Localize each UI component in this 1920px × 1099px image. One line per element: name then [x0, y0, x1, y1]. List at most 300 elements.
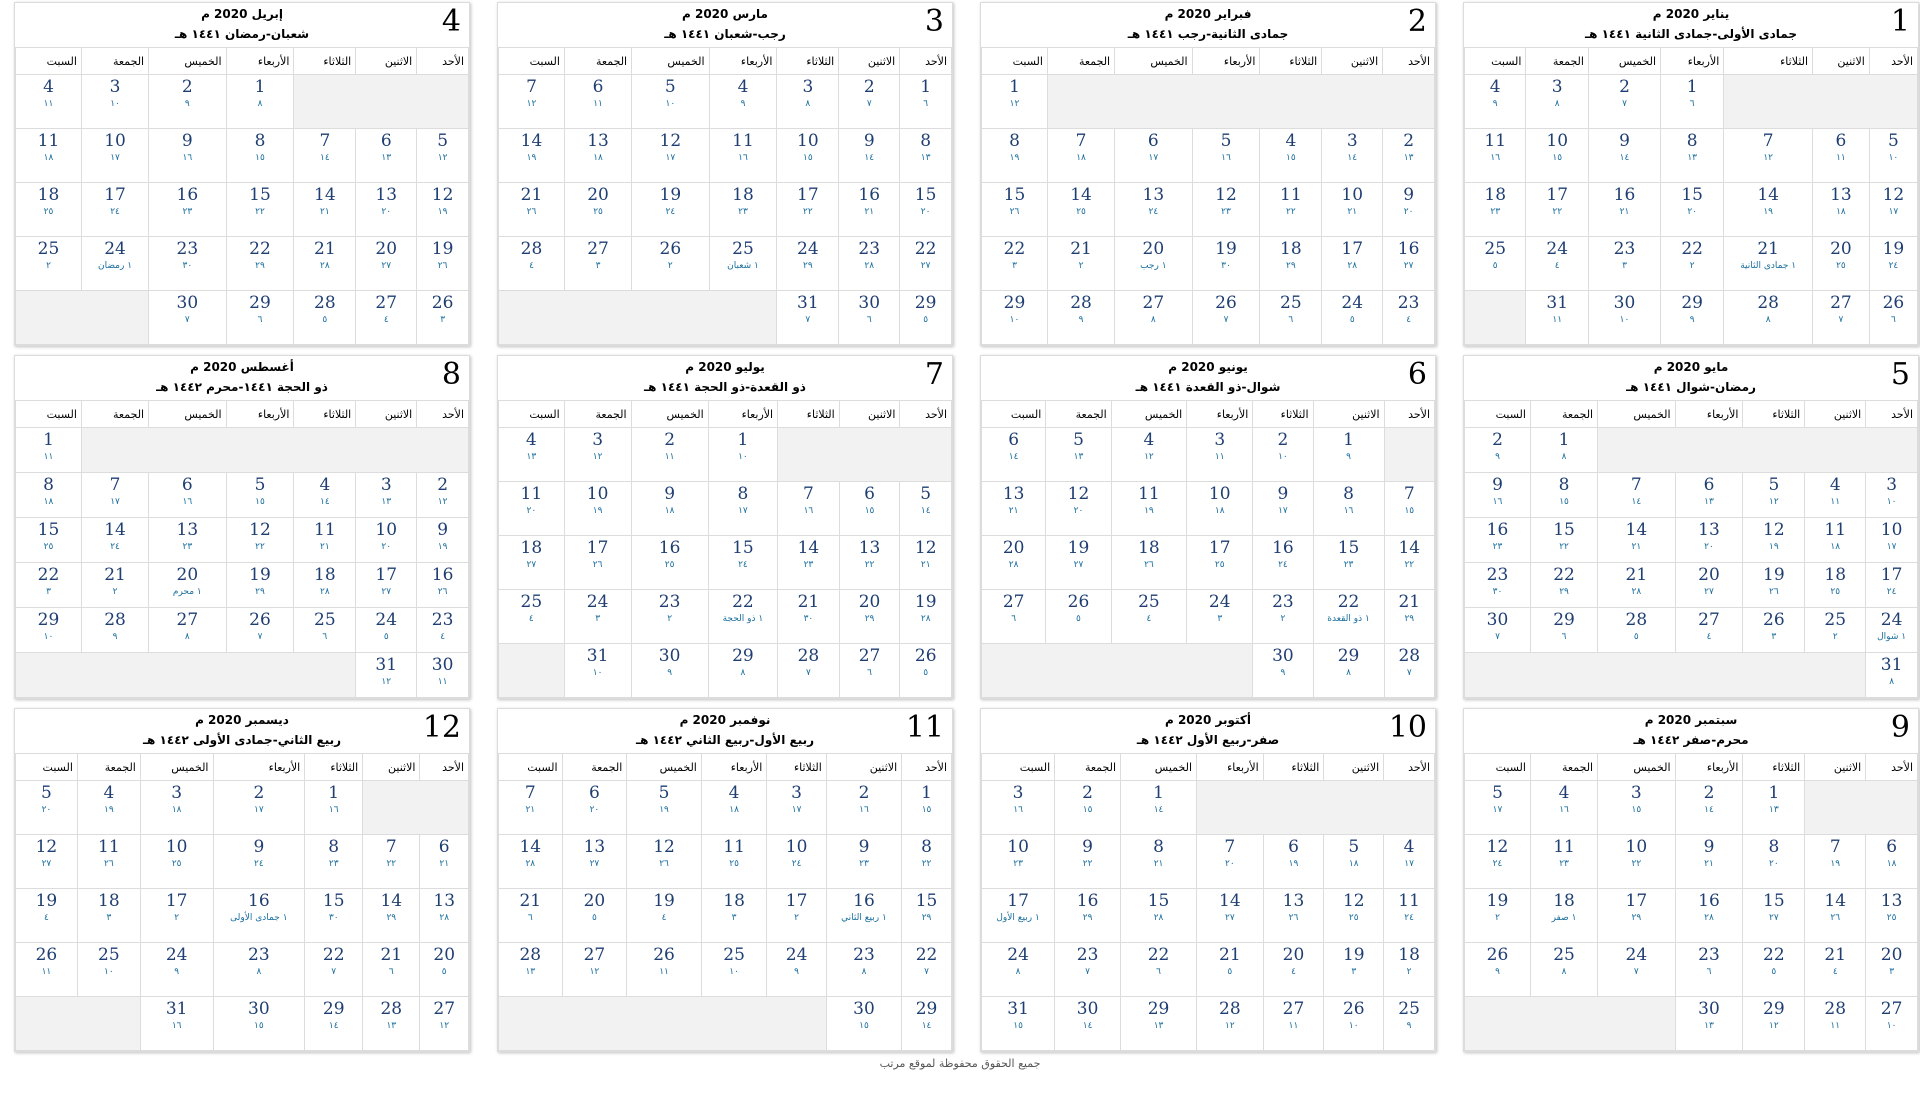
- day-cell[interactable]: [1324, 943, 1384, 997]
- day-cell[interactable]: [982, 889, 1055, 943]
- day-cell[interactable]: [499, 590, 565, 644]
- day-cell[interactable]: [1465, 183, 1526, 237]
- day-cell[interactable]: [499, 237, 565, 291]
- day-cell[interactable]: [631, 536, 708, 590]
- day-cell[interactable]: [16, 473, 82, 518]
- day-cell[interactable]: [627, 943, 702, 997]
- day-cell[interactable]: [839, 291, 900, 345]
- day-cell[interactable]: [709, 183, 777, 237]
- day-cell[interactable]: [1530, 563, 1597, 608]
- day-cell[interactable]: [1724, 237, 1813, 291]
- day-cell[interactable]: [826, 835, 901, 889]
- day-cell[interactable]: [709, 75, 777, 129]
- day-cell[interactable]: [499, 536, 565, 590]
- day-cell[interactable]: [149, 183, 226, 237]
- day-cell[interactable]: [839, 482, 900, 536]
- day-cell[interactable]: [16, 183, 82, 237]
- day-cell[interactable]: [1260, 183, 1322, 237]
- day-cell[interactable]: [226, 237, 294, 291]
- day-cell[interactable]: [1384, 482, 1434, 536]
- day-cell[interactable]: [1805, 997, 1866, 1051]
- day-cell[interactable]: [226, 183, 294, 237]
- day-cell[interactable]: [1805, 608, 1866, 653]
- day-cell[interactable]: [902, 835, 952, 889]
- day-cell[interactable]: [1813, 183, 1870, 237]
- day-cell[interactable]: [420, 835, 469, 889]
- day-cell[interactable]: [81, 518, 148, 563]
- day-cell[interactable]: [1055, 781, 1121, 835]
- day-cell[interactable]: [1805, 943, 1866, 997]
- day-cell[interactable]: [1111, 428, 1186, 482]
- day-cell[interactable]: [709, 129, 777, 183]
- day-cell[interactable]: [420, 943, 469, 997]
- day-cell[interactable]: [1384, 536, 1434, 590]
- day-cell[interactable]: [1465, 889, 1531, 943]
- day-cell[interactable]: [294, 608, 356, 653]
- day-cell[interactable]: [1866, 473, 1918, 518]
- day-cell[interactable]: [1530, 835, 1597, 889]
- day-cell[interactable]: [356, 129, 417, 183]
- day-cell[interactable]: [305, 781, 363, 835]
- day-cell[interactable]: [564, 590, 631, 644]
- day-cell[interactable]: [826, 943, 901, 997]
- day-cell[interactable]: [16, 835, 78, 889]
- day-cell[interactable]: [1197, 835, 1264, 889]
- day-cell[interactable]: [1047, 237, 1114, 291]
- day-cell[interactable]: [1598, 781, 1675, 835]
- day-cell[interactable]: [1384, 835, 1435, 889]
- day-cell[interactable]: [564, 237, 631, 291]
- day-cell[interactable]: [1661, 237, 1724, 291]
- day-cell[interactable]: [16, 518, 82, 563]
- day-cell[interactable]: [149, 608, 226, 653]
- day-cell[interactable]: [708, 644, 777, 698]
- day-cell[interactable]: [213, 943, 305, 997]
- day-cell[interactable]: [701, 835, 766, 889]
- day-cell[interactable]: [902, 781, 952, 835]
- day-cell[interactable]: [294, 563, 356, 608]
- day-cell[interactable]: [826, 781, 901, 835]
- day-cell[interactable]: [632, 75, 709, 129]
- day-cell[interactable]: [1313, 644, 1384, 698]
- day-cell[interactable]: [1675, 889, 1743, 943]
- day-cell[interactable]: [631, 428, 708, 482]
- day-cell[interactable]: [140, 943, 213, 997]
- day-cell[interactable]: [1866, 835, 1918, 889]
- day-cell[interactable]: [826, 997, 901, 1051]
- day-cell[interactable]: [1724, 291, 1813, 345]
- day-cell[interactable]: [1465, 608, 1531, 653]
- day-cell[interactable]: [1253, 482, 1313, 536]
- day-cell[interactable]: [1324, 835, 1384, 889]
- day-cell[interactable]: [1047, 291, 1114, 345]
- day-cell[interactable]: [564, 75, 631, 129]
- day-cell[interactable]: [900, 482, 952, 536]
- day-cell[interactable]: [900, 237, 952, 291]
- day-cell[interactable]: [1313, 590, 1384, 644]
- day-cell[interactable]: [982, 482, 1046, 536]
- day-cell[interactable]: [149, 237, 226, 291]
- day-cell[interactable]: [305, 889, 363, 943]
- day-cell[interactable]: [1588, 237, 1660, 291]
- day-cell[interactable]: [77, 835, 140, 889]
- day-cell[interactable]: [982, 129, 1048, 183]
- day-cell[interactable]: [1598, 889, 1675, 943]
- day-cell[interactable]: [149, 291, 226, 345]
- day-cell[interactable]: [16, 237, 82, 291]
- day-cell[interactable]: [1111, 482, 1186, 536]
- day-cell[interactable]: [1866, 943, 1918, 997]
- day-cell[interactable]: [1384, 997, 1435, 1051]
- day-cell[interactable]: [900, 644, 952, 698]
- day-cell[interactable]: [356, 291, 417, 345]
- day-cell[interactable]: [499, 428, 565, 482]
- day-cell[interactable]: [1675, 518, 1743, 563]
- day-cell[interactable]: [294, 518, 356, 563]
- day-cell[interactable]: [900, 183, 952, 237]
- day-cell[interactable]: [1055, 889, 1121, 943]
- day-cell[interactable]: [1047, 183, 1114, 237]
- day-cell[interactable]: [81, 183, 148, 237]
- day-cell[interactable]: [1313, 482, 1384, 536]
- day-cell[interactable]: [777, 237, 839, 291]
- day-cell[interactable]: [140, 997, 213, 1051]
- day-cell[interactable]: [902, 889, 952, 943]
- day-cell[interactable]: [1805, 889, 1866, 943]
- day-cell[interactable]: [294, 291, 356, 345]
- day-cell[interactable]: [982, 590, 1046, 644]
- day-cell[interactable]: [632, 183, 709, 237]
- day-cell[interactable]: [1526, 291, 1589, 345]
- day-cell[interactable]: [1383, 129, 1435, 183]
- day-cell[interactable]: [1526, 183, 1589, 237]
- day-cell[interactable]: [1530, 608, 1597, 653]
- day-cell[interactable]: [1813, 129, 1870, 183]
- day-cell[interactable]: [499, 75, 565, 129]
- day-cell[interactable]: [1187, 590, 1253, 644]
- day-cell[interactable]: [708, 482, 777, 536]
- day-cell[interactable]: [1805, 835, 1866, 889]
- day-cell[interactable]: [1866, 997, 1918, 1051]
- day-cell[interactable]: [1588, 183, 1660, 237]
- day-cell[interactable]: [1046, 482, 1111, 536]
- day-cell[interactable]: [982, 237, 1048, 291]
- day-cell[interactable]: [1869, 237, 1917, 291]
- day-cell[interactable]: [778, 644, 840, 698]
- day-cell[interactable]: [1465, 237, 1526, 291]
- day-cell[interactable]: [982, 781, 1055, 835]
- day-cell[interactable]: [1743, 997, 1805, 1051]
- day-cell[interactable]: [826, 889, 901, 943]
- day-cell[interactable]: [1526, 129, 1589, 183]
- day-cell[interactable]: [1598, 835, 1675, 889]
- day-cell[interactable]: [420, 997, 469, 1051]
- day-cell[interactable]: [363, 997, 420, 1051]
- day-cell[interactable]: [1192, 237, 1260, 291]
- day-cell[interactable]: [1675, 943, 1743, 997]
- day-cell[interactable]: [1121, 889, 1197, 943]
- day-cell[interactable]: [363, 943, 420, 997]
- day-cell[interactable]: [709, 237, 777, 291]
- day-cell[interactable]: [1465, 473, 1531, 518]
- day-cell[interactable]: [305, 835, 363, 889]
- day-cell[interactable]: [1866, 518, 1918, 563]
- day-cell[interactable]: [1526, 75, 1589, 129]
- day-cell[interactable]: [1675, 473, 1743, 518]
- day-cell[interactable]: [1743, 889, 1805, 943]
- day-cell[interactable]: [1465, 129, 1526, 183]
- day-cell[interactable]: [1743, 518, 1805, 563]
- day-cell[interactable]: [701, 943, 766, 997]
- day-cell[interactable]: [1743, 563, 1805, 608]
- day-cell[interactable]: [1743, 943, 1805, 997]
- day-cell[interactable]: [1866, 653, 1918, 698]
- day-cell[interactable]: [1115, 237, 1192, 291]
- day-cell[interactable]: [1675, 781, 1743, 835]
- day-cell[interactable]: [16, 129, 82, 183]
- day-cell[interactable]: [1192, 183, 1260, 237]
- day-cell[interactable]: [1263, 835, 1324, 889]
- day-cell[interactable]: [499, 482, 565, 536]
- day-cell[interactable]: [356, 183, 417, 237]
- day-cell[interactable]: [982, 536, 1046, 590]
- day-cell[interactable]: [16, 563, 82, 608]
- day-cell[interactable]: [1869, 291, 1917, 345]
- day-cell[interactable]: [16, 75, 82, 129]
- day-cell[interactable]: [1324, 889, 1384, 943]
- day-cell[interactable]: [356, 473, 417, 518]
- day-cell[interactable]: [701, 781, 766, 835]
- day-cell[interactable]: [1530, 518, 1597, 563]
- day-cell[interactable]: [564, 644, 631, 698]
- day-cell[interactable]: [1384, 889, 1435, 943]
- day-cell[interactable]: [778, 482, 840, 536]
- day-cell[interactable]: [839, 590, 900, 644]
- day-cell[interactable]: [631, 644, 708, 698]
- day-cell[interactable]: [77, 943, 140, 997]
- day-cell[interactable]: [902, 997, 952, 1051]
- day-cell[interactable]: [1046, 536, 1111, 590]
- day-cell[interactable]: [708, 428, 777, 482]
- day-cell[interactable]: [1046, 590, 1111, 644]
- day-cell[interactable]: [1197, 943, 1264, 997]
- day-cell[interactable]: [1866, 563, 1918, 608]
- day-cell[interactable]: [226, 518, 294, 563]
- day-cell[interactable]: [149, 563, 226, 608]
- day-cell[interactable]: [77, 781, 140, 835]
- day-cell[interactable]: [417, 129, 469, 183]
- day-cell[interactable]: [982, 835, 1055, 889]
- day-cell[interactable]: [1588, 129, 1660, 183]
- day-cell[interactable]: [1813, 237, 1870, 291]
- day-cell[interactable]: [16, 428, 82, 473]
- day-cell[interactable]: [1465, 75, 1526, 129]
- day-cell[interactable]: [900, 590, 952, 644]
- day-cell[interactable]: [1465, 943, 1531, 997]
- day-cell[interactable]: [1260, 129, 1322, 183]
- day-cell[interactable]: [982, 428, 1046, 482]
- day-cell[interactable]: [81, 608, 148, 653]
- day-cell[interactable]: [1384, 644, 1434, 698]
- day-cell[interactable]: [1115, 291, 1192, 345]
- day-cell[interactable]: [1263, 997, 1324, 1051]
- day-cell[interactable]: [213, 997, 305, 1051]
- day-cell[interactable]: [1047, 129, 1114, 183]
- day-cell[interactable]: [902, 943, 952, 997]
- day-cell[interactable]: [1661, 75, 1724, 129]
- day-cell[interactable]: [1598, 473, 1675, 518]
- day-cell[interactable]: [213, 889, 305, 943]
- day-cell[interactable]: [562, 943, 627, 997]
- day-cell[interactable]: [767, 889, 827, 943]
- day-cell[interactable]: [1805, 473, 1866, 518]
- day-cell[interactable]: [767, 943, 827, 997]
- day-cell[interactable]: [1743, 781, 1805, 835]
- day-cell[interactable]: [1805, 563, 1866, 608]
- day-cell[interactable]: [982, 183, 1048, 237]
- day-cell[interactable]: [1263, 943, 1324, 997]
- day-cell[interactable]: [356, 237, 417, 291]
- day-cell[interactable]: [499, 183, 565, 237]
- day-cell[interactable]: [1111, 590, 1186, 644]
- day-cell[interactable]: [982, 997, 1055, 1051]
- day-cell[interactable]: [631, 482, 708, 536]
- day-cell[interactable]: [1383, 183, 1435, 237]
- day-cell[interactable]: [778, 536, 840, 590]
- day-cell[interactable]: [499, 129, 565, 183]
- day-cell[interactable]: [305, 997, 363, 1051]
- day-cell[interactable]: [982, 943, 1055, 997]
- day-cell[interactable]: [1187, 482, 1253, 536]
- day-cell[interactable]: [417, 653, 469, 698]
- day-cell[interactable]: [140, 889, 213, 943]
- day-cell[interactable]: [627, 889, 702, 943]
- day-cell[interactable]: [839, 237, 900, 291]
- day-cell[interactable]: [16, 781, 78, 835]
- day-cell[interactable]: [564, 183, 631, 237]
- day-cell[interactable]: [417, 237, 469, 291]
- day-cell[interactable]: [767, 781, 827, 835]
- day-cell[interactable]: [627, 781, 702, 835]
- day-cell[interactable]: [627, 835, 702, 889]
- day-cell[interactable]: [417, 518, 469, 563]
- day-cell[interactable]: [1598, 608, 1675, 653]
- day-cell[interactable]: [564, 428, 631, 482]
- day-cell[interactable]: [356, 653, 417, 698]
- day-cell[interactable]: [1253, 590, 1313, 644]
- day-cell[interactable]: [77, 889, 140, 943]
- day-cell[interactable]: [1866, 608, 1918, 653]
- day-cell[interactable]: [417, 563, 469, 608]
- day-cell[interactable]: [1324, 997, 1384, 1051]
- day-cell[interactable]: [1263, 889, 1324, 943]
- day-cell[interactable]: [708, 590, 777, 644]
- day-cell[interactable]: [1661, 291, 1724, 345]
- day-cell[interactable]: [226, 291, 294, 345]
- day-cell[interactable]: [1383, 291, 1435, 345]
- day-cell[interactable]: [1661, 129, 1724, 183]
- day-cell[interactable]: [1055, 997, 1121, 1051]
- day-cell[interactable]: [1530, 943, 1597, 997]
- day-cell[interactable]: [1322, 237, 1383, 291]
- day-cell[interactable]: [564, 482, 631, 536]
- day-cell[interactable]: [226, 608, 294, 653]
- day-cell[interactable]: [1598, 563, 1675, 608]
- day-cell[interactable]: [1724, 129, 1813, 183]
- day-cell[interactable]: [631, 590, 708, 644]
- day-cell[interactable]: [1661, 183, 1724, 237]
- day-cell[interactable]: [1598, 518, 1675, 563]
- day-cell[interactable]: [81, 237, 148, 291]
- day-cell[interactable]: [499, 889, 563, 943]
- day-cell[interactable]: [982, 75, 1048, 129]
- day-cell[interactable]: [226, 75, 294, 129]
- day-cell[interactable]: [1743, 608, 1805, 653]
- day-cell[interactable]: [1197, 889, 1264, 943]
- day-cell[interactable]: [81, 75, 148, 129]
- day-cell[interactable]: [708, 536, 777, 590]
- day-cell[interactable]: [1724, 183, 1813, 237]
- day-cell[interactable]: [1322, 129, 1383, 183]
- day-cell[interactable]: [499, 835, 563, 889]
- day-cell[interactable]: [900, 75, 952, 129]
- day-cell[interactable]: [1046, 428, 1111, 482]
- day-cell[interactable]: [1260, 291, 1322, 345]
- day-cell[interactable]: [1598, 943, 1675, 997]
- day-cell[interactable]: [294, 183, 356, 237]
- day-cell[interactable]: [499, 943, 563, 997]
- day-cell[interactable]: [777, 183, 839, 237]
- day-cell[interactable]: [1055, 943, 1121, 997]
- day-cell[interactable]: [1253, 536, 1313, 590]
- day-cell[interactable]: [499, 781, 563, 835]
- day-cell[interactable]: [140, 781, 213, 835]
- day-cell[interactable]: [213, 781, 305, 835]
- day-cell[interactable]: [632, 129, 709, 183]
- day-cell[interactable]: [149, 473, 226, 518]
- day-cell[interactable]: [1187, 428, 1253, 482]
- day-cell[interactable]: [226, 473, 294, 518]
- day-cell[interactable]: [149, 129, 226, 183]
- day-cell[interactable]: [1121, 997, 1197, 1051]
- day-cell[interactable]: [1530, 473, 1597, 518]
- day-cell[interactable]: [1384, 590, 1434, 644]
- day-cell[interactable]: [1253, 428, 1313, 482]
- day-cell[interactable]: [420, 889, 469, 943]
- day-cell[interactable]: [1465, 428, 1531, 473]
- day-cell[interactable]: [564, 129, 631, 183]
- day-cell[interactable]: [81, 129, 148, 183]
- day-cell[interactable]: [777, 75, 839, 129]
- day-cell[interactable]: [1530, 889, 1597, 943]
- day-cell[interactable]: [417, 473, 469, 518]
- day-cell[interactable]: [1866, 889, 1918, 943]
- day-cell[interactable]: [356, 563, 417, 608]
- day-cell[interactable]: [839, 129, 900, 183]
- day-cell[interactable]: [417, 291, 469, 345]
- day-cell[interactable]: [1743, 835, 1805, 889]
- day-cell[interactable]: [1588, 291, 1660, 345]
- day-cell[interactable]: [1121, 835, 1197, 889]
- day-cell[interactable]: [1743, 473, 1805, 518]
- day-cell[interactable]: [839, 75, 900, 129]
- day-cell[interactable]: [1813, 291, 1870, 345]
- day-cell[interactable]: [1675, 563, 1743, 608]
- day-cell[interactable]: [701, 889, 766, 943]
- day-cell[interactable]: [1675, 835, 1743, 889]
- day-cell[interactable]: [1121, 943, 1197, 997]
- day-cell[interactable]: [417, 608, 469, 653]
